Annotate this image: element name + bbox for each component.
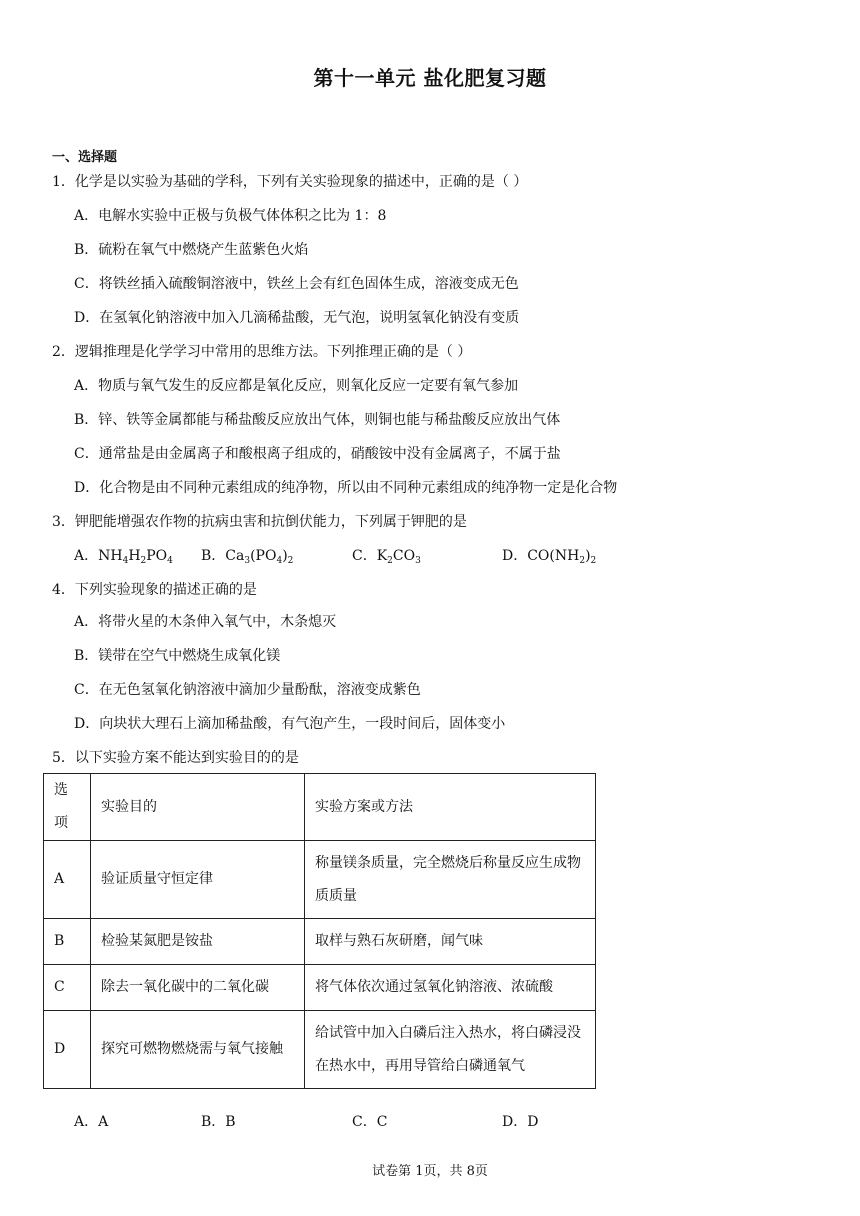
question-5-option-a: A．A: [74, 1114, 109, 1130]
question-5-option-d: D．D: [502, 1114, 539, 1130]
table-row: [44, 841, 596, 919]
question-3-option-a: A．$NH_4H_2PO_4$: [74, 548, 173, 566]
question-4-option-c: C．在无色氢氧化钠溶液中滴加少量酚酞，溶液变成紫色: [74, 682, 421, 698]
table-cell: 称量镁条质量，完全燃烧后称量反应生成物质质量: [305, 841, 596, 919]
table-cell: 探究可燃物燃烧需与氧气接触: [91, 1011, 305, 1089]
table-cell: D: [44, 1011, 91, 1089]
question-2-option-d: D．化合物是由不同种元素组成的纯净物，所以由不同种元素组成的纯净物一定是化合物: [74, 480, 618, 496]
table-header-cell: 实验方案或方法: [305, 774, 596, 841]
table-cell: 取样与熟石灰研磨，闻气味: [305, 919, 596, 965]
question-3-option-b: B．$Ca_3(PO_4)_2$: [201, 548, 294, 566]
question-1-option-d: D．在氢氧化钠溶液中加入几滴稀盐酸，无气泡，说明氢氧化钠没有变质: [74, 310, 520, 326]
table-cell: 将气体依次通过氢氧化钠溶液、浓硫酸: [305, 965, 596, 1011]
question-3-option-d: D．$CO(NH_2)_2$: [502, 548, 597, 566]
table-cell: 给试管中加入白磷后注入热水，将白磷浸没在热水中，再用导管给白磷通氧气: [305, 1011, 596, 1089]
table-cell: 除去一氧化碳中的二氧化碳: [91, 965, 305, 1011]
question-1-option-c: C．将铁丝插入硫酸铜溶液中，铁丝上会有红色固体生成，溶液变成无色: [74, 276, 519, 292]
question-2-stem: 2．逻辑推理是化学学习中常用的思维方法。下列推理正确的是（ ）: [52, 344, 472, 360]
question-5-option-b: B．B: [201, 1114, 236, 1130]
question-5-option-c: C．C: [352, 1114, 388, 1130]
table-header-cell: 实验目的: [91, 774, 305, 841]
section-heading: 一、选择题: [52, 150, 118, 165]
question-2-option-b: B．锌、铁等金属都能与稀盐酸反应放出气体，则铜也能与稀盐酸反应放出气体: [74, 412, 561, 428]
question-5-options: [74, 1112, 774, 1132]
table-cell: 检验某氮肥是铵盐: [91, 919, 305, 965]
table-row: [44, 965, 596, 1011]
table-header-row: [44, 774, 596, 841]
question-4-stem: 4．下列实验现象的描述正确的是: [52, 582, 257, 598]
table-row: [44, 1011, 596, 1089]
page-footer: 试卷第 1页，共 8页: [372, 1164, 488, 1179]
table-cell: A: [44, 841, 91, 919]
table-cell: B: [44, 919, 91, 965]
table-cell: 验证质量守恒定律: [91, 841, 305, 919]
question-5-table: [43, 773, 596, 1089]
table-header-cell: 选项: [44, 774, 91, 841]
question-1-option-a: A．电解水实验中正极与负极气体体积之比为 1：8: [74, 208, 387, 224]
question-3-option-c: C．$K_2CO_3$: [352, 548, 421, 566]
question-4-option-a: A．将带火星的木条伸入氧气中，木条熄灭: [74, 614, 337, 630]
question-4-option-b: B．镁带在空气中燃烧生成氧化镁: [74, 648, 281, 664]
question-2-option-c: C．通常盐是由金属离子和酸根离子组成的，硝酸铵中没有金属离子，不属于盐: [74, 446, 561, 462]
question-3-options: [74, 546, 774, 566]
question-4-option-d: D．向块状大理石上滴加稀盐酸，有气泡产生，一段时间后，固体变小: [74, 716, 506, 732]
question-1-stem: 1．化学是以实验为基础的学科，下列有关实验现象的描述中，正确的是（ ）: [52, 174, 528, 190]
question-3-stem: 3．钾肥能增强农作物的抗病虫害和抗倒伏能力，下列属于钾肥的是: [52, 514, 467, 530]
question-1-option-b: B．硫粉在氧气中燃烧产生蓝紫色火焰: [74, 242, 309, 258]
table-row: [44, 919, 596, 965]
page-title: 第十一单元 盐化肥复习题: [313, 66, 547, 90]
question-5-stem: 5．以下实验方案不能达到实验目的的是: [52, 750, 299, 766]
question-2-option-a: A．物质与氧气发生的反应都是氧化反应，则氧化反应一定要有氧气参加: [74, 378, 519, 394]
table-cell: C: [44, 965, 91, 1011]
